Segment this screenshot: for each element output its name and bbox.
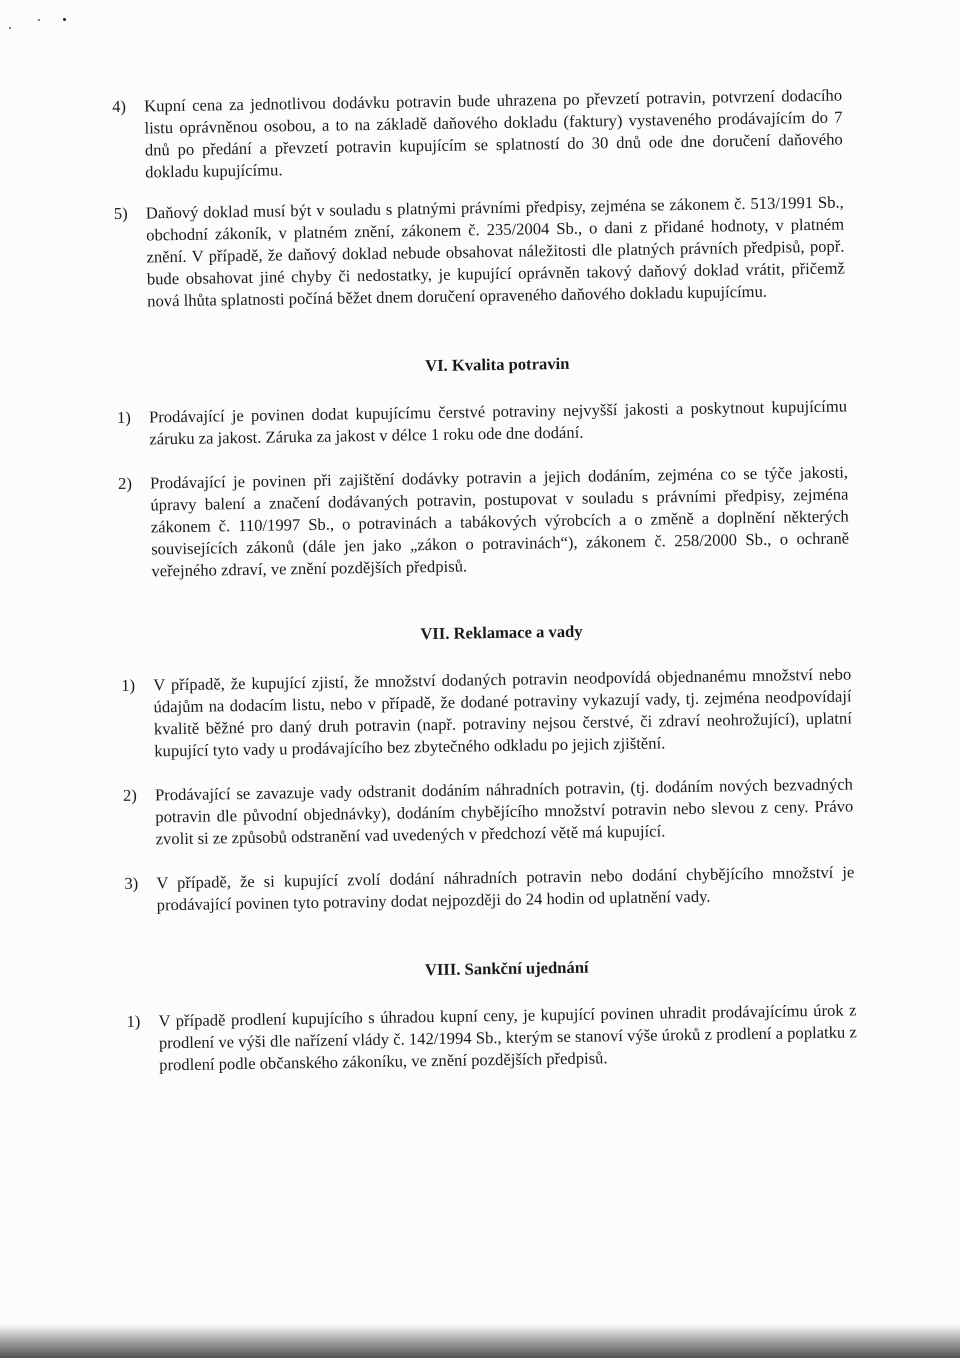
clause-item (114, 192, 846, 313)
clause-text: Prodávající je povinen při zajištění dodávky potravin a jejich dodáním, zejména co se týče jakosti, úpravy balení a značení dodávaných potravin, postupovat v souladu s právními předpisy, zejména zákonem č. 110/1997 Sb., o potravinách a tabákových výrobcích a o změně a doplnění některých souvisejících zákonů (dále jen jako „zákon o potravinách“), zákonem č. 258/2000 Sb., o ochraně veřejného zdraví, ve znění pozdějších předpisů. (149, 462, 850, 581)
clause-item (126, 999, 857, 1076)
section-heading: VIII. Sankční ujednání (424, 957, 589, 980)
clause-text: Prodávající se zavazuje vady odstranit dodáním náhradních potravin, (tj. dodáním nových bezvadných potravin dle původní objednávky), dodáním chybějícího množství potravin nebo slevou z ceny. Právo zvolit si ze způsobů odstranění vad uvedených v předchozí větě má kupující. (154, 774, 854, 849)
document-body (112, 85, 857, 1077)
clause-text: V případě, že si kupující zvolí dodání náhradních potravin nebo dodání chybějícího množství je prodávající povinen tyto potraviny dodat nejpozději do 24 hodin od uplatnění vady. (156, 862, 855, 915)
clause-number: 1) (116, 407, 132, 427)
section-heading: VII. Reklamace a vady (420, 621, 583, 644)
scan-speck (63, 18, 66, 21)
clause-number: 5) (113, 203, 128, 223)
clause-item (124, 861, 855, 916)
clause-number: 1) (121, 675, 136, 695)
scan-edge-shadow (0, 1324, 960, 1358)
clause-item (117, 395, 848, 450)
clause-text: Kupní cena za jednotlivou dodávku potravin bude uhrazena po převzetí potravin, potvrzení dodacího listu oprávněnou osobou, a to na základě daňového dokladu (faktury) vystaveného prodávajícím do 7 dnů po předání a převzetí potravin kupujícím se splatností do 30 dnů ode dne doručení daňového dokladu kupujícímu. (144, 85, 843, 182)
scan-speck (9, 27, 11, 29)
clause-item (123, 773, 854, 850)
clause-number: 2) (122, 785, 137, 805)
section-heading: VI. Kvalita potravin (424, 353, 570, 376)
clause-text: Daňový doklad musí být v souladu s platnými právními předpisy, zejména se zákonem č. 513/1991 Sb., obchodní zákoník, v platném znění, zákonem č. 235/2004 Sb., o dani z přidané hodnoty, v platném znění. V případě, že daňový doklad nebude obsahovat náležitosti dle platných právních předpisů, popř. bude obsahovat jiné chyby či nedostatky, je kupující oprávněn takový daňový doklad vrátit, přičemž nová lhůta splatnosti počíná běžet dnem doručení opraveného daňového dokladu kupujícímu. (145, 192, 845, 311)
clause-number: 2) (117, 473, 133, 493)
clause-number: 4) (112, 96, 127, 116)
clause-number: 3) (124, 873, 139, 893)
clause-text: V případě, že kupující zjistí, že množství dodaných potravin neodpovídá objednanému množství nebo údajům na dodacím listu, nebo v případě, že dodané potraviny vykazují vady, tj. zejména neodpovídají kvalitě běžné pro daný druh potravin (např. potraviny nejsou čerstvé, či zdraví neohrožující), uplatní kupující tyto vady u prodávajícího bez zbytečného odkladu po jejich zjištění. (153, 664, 853, 761)
clause-text: V případě prodlení kupujícího s úhradou kupní ceny, je kupující povinen uhradit prodávajícímu úrok z prodlení ve výši dle nařízení vlády č. 142/1994 Sb., kterým se stanoví výše úroků z prodlení a poplatku z prodlení podle občanského zákoníku, ve znění pozdějších předpisů. (158, 1000, 857, 1075)
clause-item (121, 663, 852, 762)
clause-item (112, 85, 843, 184)
clause-item (118, 461, 850, 582)
clause-text: Prodávající je povinen dodat kupujícímu čerstvé potraviny nejvyšší jakosti a poskytnout kupujícímu záruku za jakost. Záruka za jakost v délce 1 roku ode dne dodání. (148, 396, 848, 449)
scan-speck (38, 19, 40, 21)
clause-number: 1) (126, 1011, 141, 1031)
